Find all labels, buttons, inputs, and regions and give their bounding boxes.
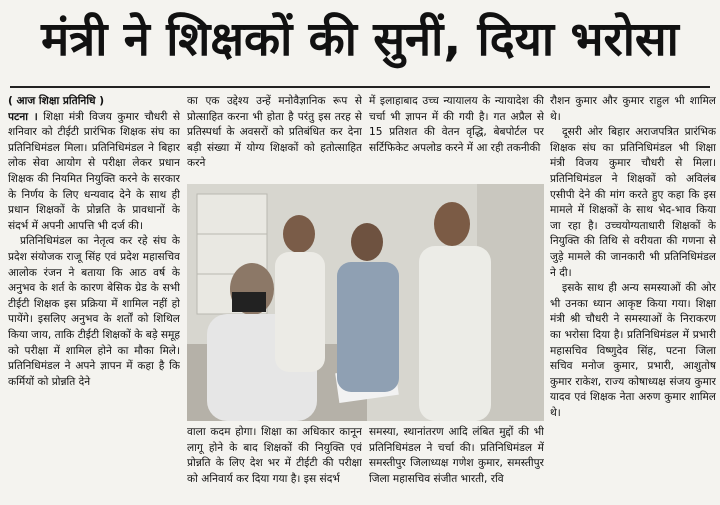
article-column-3-top [369, 94, 544, 184]
article-column-2-top [187, 94, 362, 184]
col4-paragraph-3: इसके साथ ही अन्य समस्याओं की ओर भी उनका ध्यान आकृष्ट किया गया। शिक्षा मंत्री श्री चौधरी ने समस्याओं के निराकरण का भरोसा दिया है। प्रतिनिधिमंडल में प्रभारी महासचिव विष्णुदेव सिंह, पटना जिला सचिव मनोज कुमार, प्रभारी, आशुतोष कुमार राकेश, राज्य कोषाध्यक्ष संजय कुमार यादव एवं शिक्षक नेता अरुण कुमार शामिल थे। [550, 282, 716, 419]
news-photo [187, 184, 544, 421]
dateline: पटना । [8, 110, 38, 123]
article-column-1 [8, 94, 180, 498]
col2-top-text: का एक उद्देश्य उन्हें मनोवैज्ञानिक रूप से प्रोत्साहित करना भी होता है परंतु इस तरह से प्रतिस्पर्धा के अवसरों को प्रतिबंधित कर देना बड़ी संख्या में योग्य शिक्षकों को हतोत्साहित करने [187, 95, 362, 170]
headline: मंत्री ने शिक्षकों की सुनीं, दिया भरोसा [41, 12, 679, 67]
col3-top-text: में इलाहाबाद उच्च न्यायालय के न्यायादेश की चर्चा भी ज्ञापन में की गयी है। गत अप्रैल से 15 प्रतिशत की वेतन वृद्धि, बेबपोर्टल पर सर्टिफिकेट अपलोड करने में आ रही तकनीकी [369, 95, 544, 154]
col1-paragraph-2: प्रतिनिधिमंडल का नेतृत्व कर रहे संघ के प्रदेश संयोजक राजू सिंह एवं प्रदेश महासचिव आलोक रंजन ने बताया कि आठ वर्ष के अनुभव के शर्त के कारण बेसिक ग्रेड के सभी टीईटी शिक्षक इस प्रक्रिया में शामिल नहीं हो पायेंगे। इसलिए अनुभव के शर्तों को शिथिल किया जाय, ताकि टीईटी शिक्षकों के बड़े समूह को परीक्षा में शामिल होने का मौका मिले। प्रतिनिधिमंडल ने अपने ज्ञापन में कहा है कि कर्मियों को प्रोन्नति देने [8, 235, 180, 388]
photo-illustration [187, 184, 544, 421]
article-column-4 [550, 94, 716, 498]
headline-rule [10, 86, 710, 88]
col1-paragraph-1: शिक्षा मंत्री विजय कुमार चौधरी से शनिवार को टीईटी प्रारंभिक शिक्षक संघ का प्रतिनिधिमंडल मिला। प्रतिनिधिमंडल ने बिहार लोक सेवा आयोग से परीक्षा लेकर प्रधान शिक्षक की नियमित नियुक्ति करने के सरकार के निर्णय के लिए धन्यवाद देने के साथ ही प्रधान शिक्षकों के प्रोन्नति के प्रावधानों के संदर्भ में अपनी आपत्ति भी दर्ज की। [8, 110, 180, 232]
col4-paragraph-1: रौशन कुमार और कुमार राहुल भी शामिल थे। [550, 95, 716, 123]
col3-bottom-text: समस्या, स्थानांतरण आदि लंबित मुद्दों की भी प्रतिनिधिमंडल ने चर्चा की। प्रतिनिधिमंडल में समस्तीपुर जिलाध्यक्ष गणेश कुमार, समस्तीपुर जिला महासचिव संजीत भारती, रवि [369, 426, 544, 485]
article-column-3-bottom [369, 425, 544, 505]
article-column-2-bottom [187, 425, 362, 505]
first-paragraph [8, 110, 180, 235]
col4-paragraph-2: दूसरी ओर बिहार अराजपत्रित प्रारंभिक शिक्षक संघ का प्रतिनिधिमंडल भी शिक्षा मंत्री विजय कुमार चौधरी से मिला। प्रतिनिधिमंडल ने शिक्षकों को अविलंब एसीपी देने की मांग करते हुए कहा कि इस मामले में शिक्षकों के साथ भेद-भाव किया जा रहा है। उच्चयोग्यताधारी शिक्षकों के नियुक्ति की तिथि से वरीयता की गणना से जुड़े मामले की जानकारी भी प्रतिनिधिमंडल ने दी। [550, 126, 716, 279]
col2-bottom-text: वाला कदम होगा। शिक्षा का अधिकार कानून लागू होने के बाद शिक्षकों की नियुक्ति एवं प्रोन्नति के लिए देश भर में टीईटी की परीक्षा को अनिवार्य कर दिया गया है। इस संदर्भ [187, 426, 362, 485]
byline: ( आज शिक्षा प्रतिनिधि ) [8, 95, 105, 107]
byline-para [8, 94, 180, 110]
